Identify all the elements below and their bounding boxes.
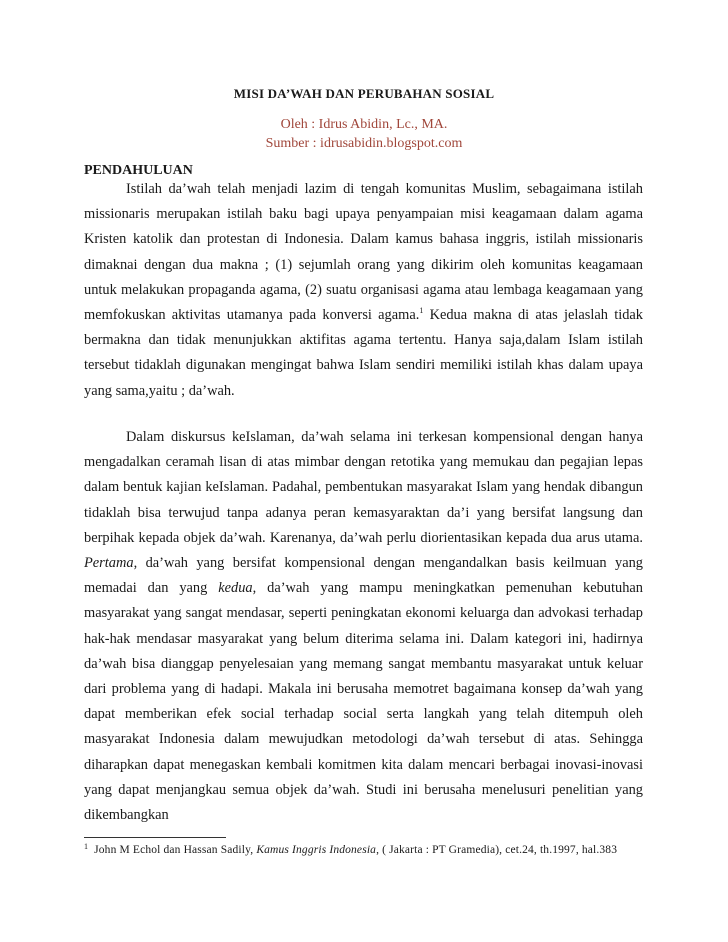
paragraph-1-text-a: Istilah da’wah telah menjadi lazim di tengah komunitas Muslim, sebagaimana istilah missionaris merupakan istilah baku bagi upaya penyampaian misi keagamaan dalam agama Kristen katolik dan protestan di Indonesia. Dalam kamus bahasa inggris, istilah missionaris dimaknai dengan dua makna ; (1) sejumlah orang yang dikirim oleh komunitas keagamaan untuk melakukan propaganda agama, (2) suatu organisasi agama atau lembaga keagamaan yang memfokuskan aktivitas utamanya pada konversi agama.: [84, 181, 643, 324]
footnote-mark: 1: [84, 842, 89, 851]
paragraph-2-text-a: Dalam diskursus keIslaman, da’wah selama ini terkesan kompensional dengan hanya mengadalkan ceramah lisan di atas mimbar dengan retotika yang memukau dan pegajian lepas dalam bentuk kajian keIslaman. Padahal, pembentukan masyarakat Islam yang hendak dibangun tidaklah bisa terwujud tanpa adanya peran kemasyaraktan da’i yang bersifat langsung dan berpihak kepada objek da’wah. Karenanya, da’wah perlu diorientasikan kepada dua arus utama.: [84, 429, 643, 546]
section-heading: PENDAHULUAN: [84, 163, 193, 178]
paragraph-2-text-b: , da’wah yang bersifat kompensional dengan mengandalkan basis keilmuan yang memadai dan yang: [84, 555, 643, 597]
paragraph-1-text-b: Kedua makna di atas jelaslah tidak bermakna dan tidak menunjukkan aktifitas agama tertentu. Hanya saja,dalam Islam istilah tersebut tidaklah digunakan mengingat bahwa Islam sendiri memiliki istilah khas dalam upaya yang sama,yaitu ; da’wah.: [84, 307, 644, 399]
paragraph-2: [84, 425, 643, 828]
footnote-divider: [84, 837, 226, 838]
document-title: MISI DA’WAH DAN PERUBAHAN SOSIAL: [233, 86, 495, 101]
footnote-reference[interactable]: 1: [419, 306, 424, 316]
footnote-text-a: John M Echol dan Hassan Sadily,: [94, 844, 257, 856]
footnote: [84, 844, 664, 856]
paragraph-2-italic-pertama: Pertama: [84, 555, 134, 572]
author-line: Oleh : Idrus Abidin, Lc., MA.: [280, 117, 448, 132]
source-line: Sumber : idrusabidin.blogspot.com: [265, 136, 463, 151]
paragraph-1: [84, 177, 643, 404]
footnote-book-title: Kamus Inggris Indonesia: [256, 844, 377, 856]
paragraph-2-text-c: , da’wah yang mampu meningkatkan pemenuhan kebutuhan masyarakat yang sangat mendasar, seperti peningkatan ekonomi keluarga dan advokasi terhadap hak-hak mendasar masyarakat yang belum diterima selama ini. Dalam kategori ini, hadirnya da’wah bisa dianggap penyelesaian yang memang sangat membantu masyarakat untuk keluar dari problema yang di hadapi. Makala ini berusaha memotret bagaimana konsep da’wah yang dapat memberikan efek social terhadap social serta langkah yang telah ditempuh oleh masyarakat Indonesia dalam mewujudkan metodologi da’wah tersebut di atas. Sehingga diharapkan dapat menegaskan kembali komitmen kita dalam mencari berbagai inovasi-inovasi yang dapat menjangkau semua objek da’wah. Studi ini berusaha menelusuri penelitian yang dikembangkan: [84, 580, 643, 824]
footnote-text-b: , ( Jakarta : PT Gramedia), cet.24, th.1997, hal.383: [376, 844, 618, 856]
paragraph-2-italic-kedua: kedua: [218, 580, 253, 597]
